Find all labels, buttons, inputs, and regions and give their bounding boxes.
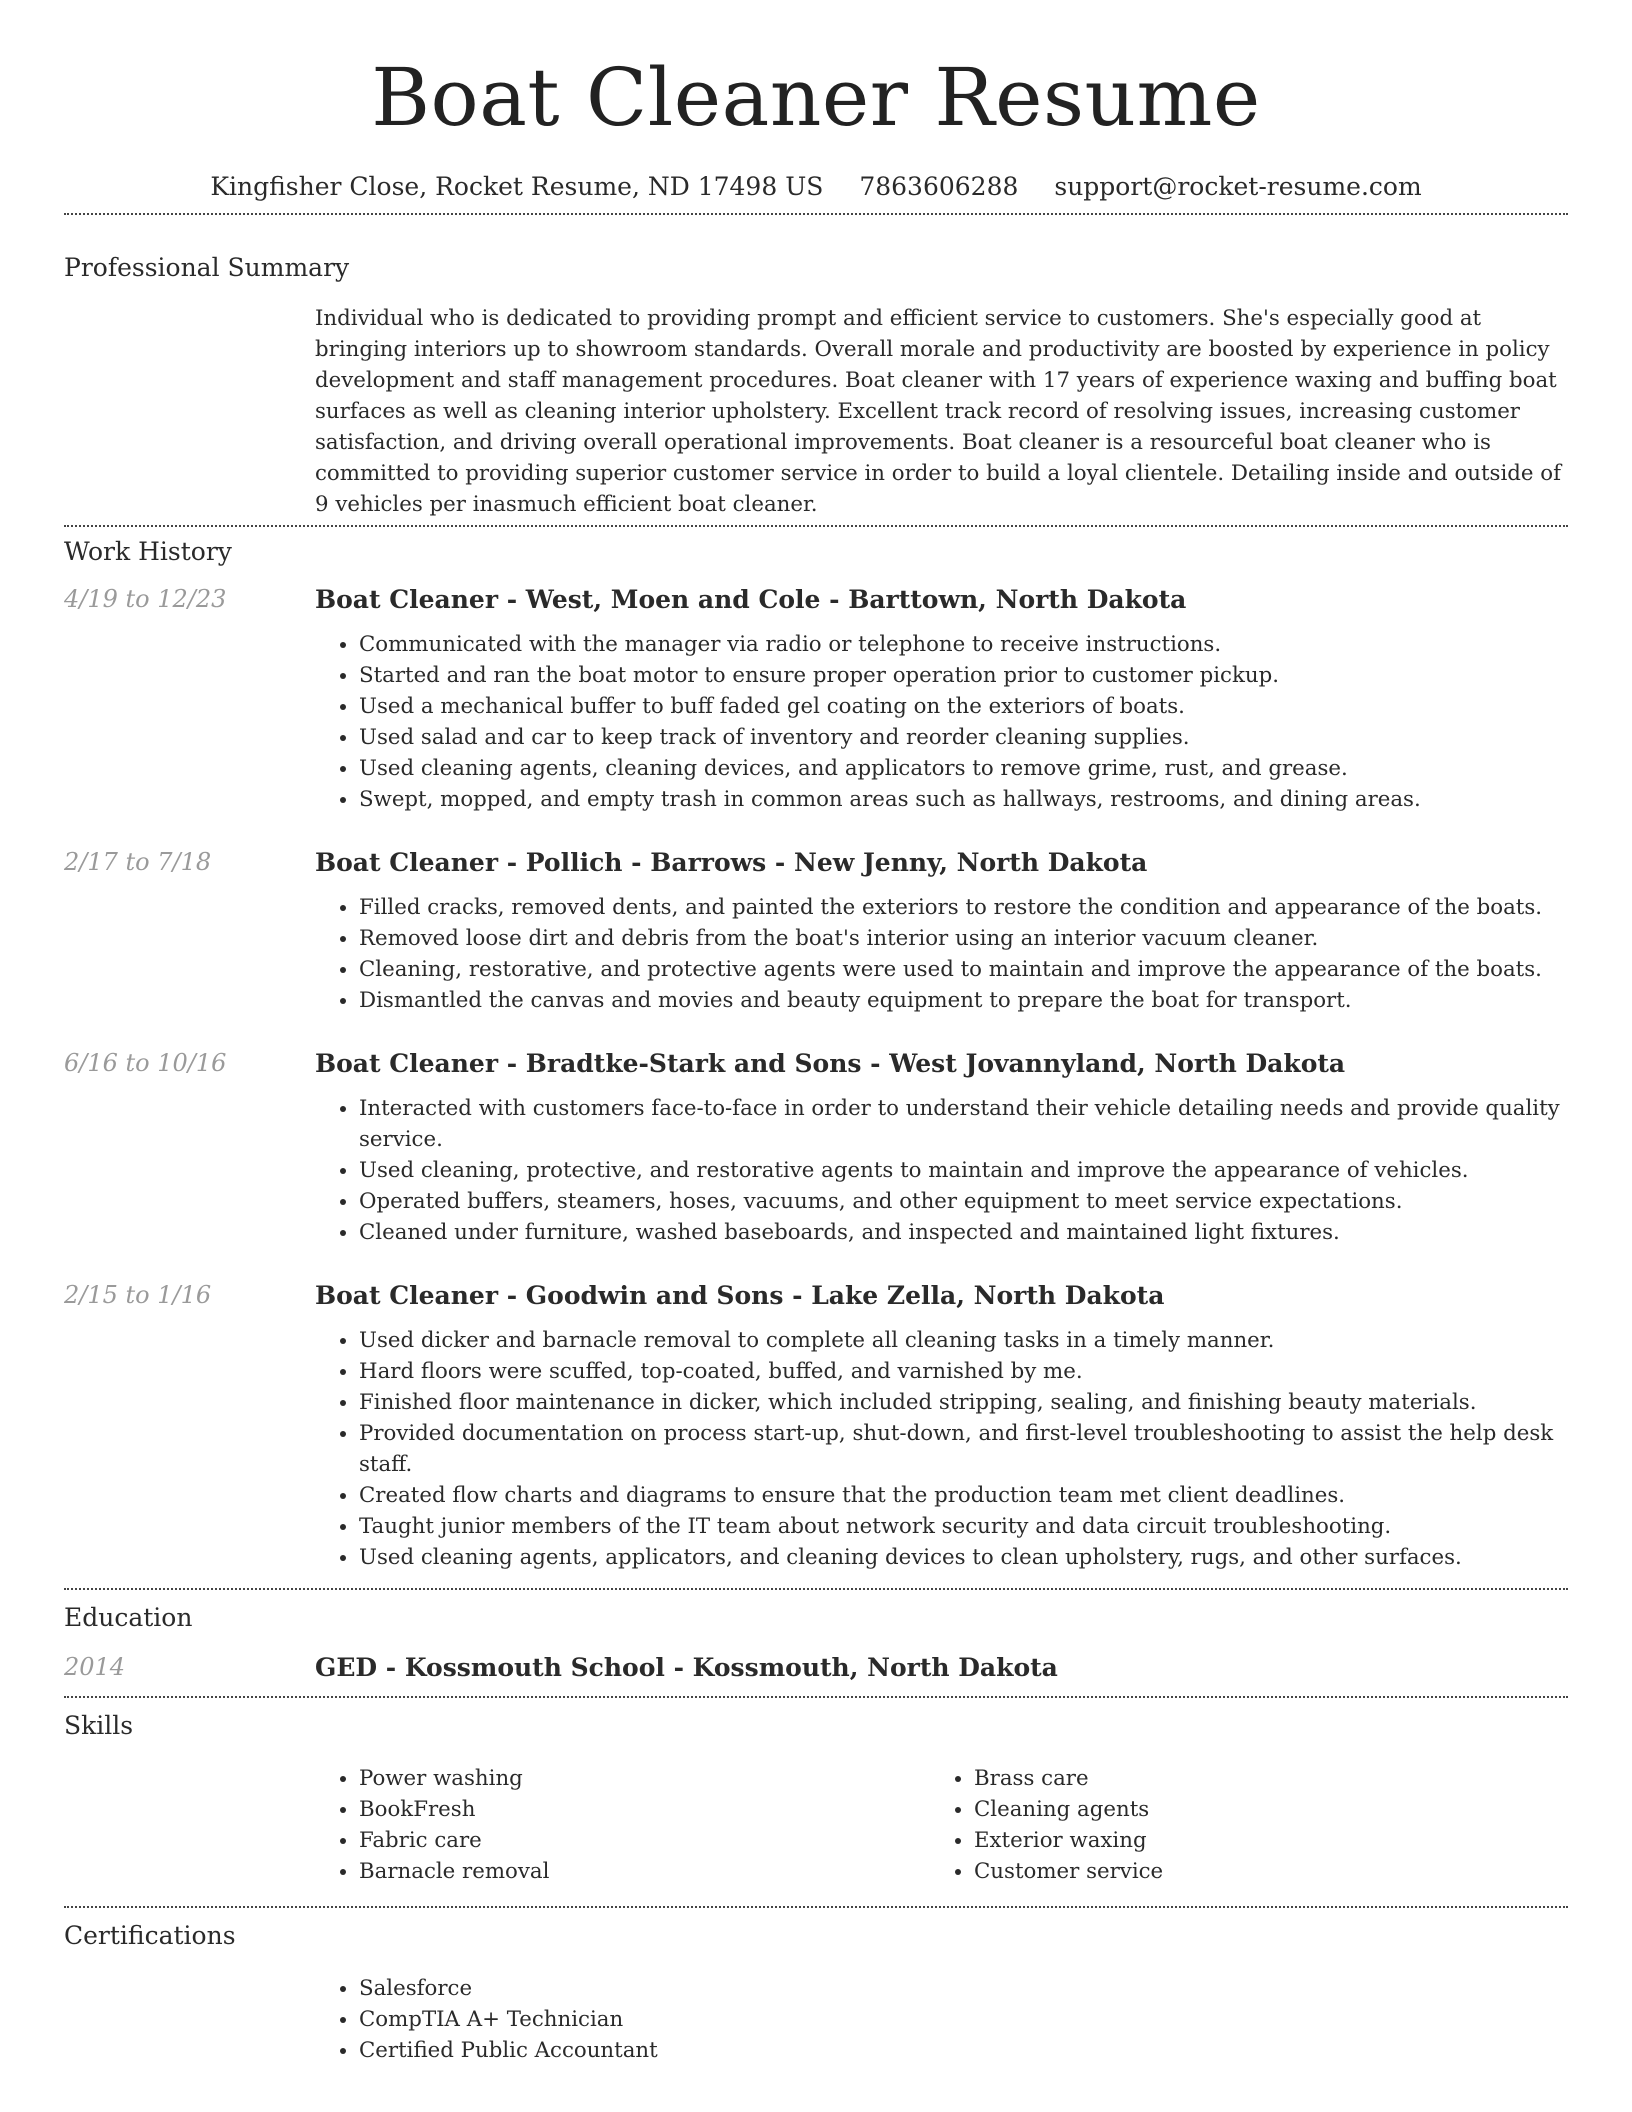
job-dates: 6/16 to 10/16 [64,1049,227,1077]
section-divider [64,525,1568,527]
list-item: • Dismantled the canvas and movies and beauty equipment to prepare the boat for transport. [359,985,1568,1016]
summary-text: Individual who is dedicated to providing prompt and efficient service to customers. She's especially good at bringing interiors up to showroom standards. Overall morale and productivity are boosted by experience in policy development and staff management procedures. Boat cleaner with 17 years of experience waxing and buffing boat surfaces as well as cleaning interior upholstery. Excellent track record of resolving issues, increasing customer satisfaction, and driving overall operational improvements. Boat cleaner is a resourceful boat cleaner who is committed to providing superior customer service in order to build a loyal clientele. Detailing inside and outside of 9 vehicles per inasmuch efficient boat cleaner. [315,306,1561,517]
list-item: • Used salad and car to keep track of inventory and reorder cleaning supplies. [359,722,1568,753]
certifications-section [64,1921,1568,2066]
education-section [64,1603,1568,1682]
list-item: • Cleaning agents [974,1794,1545,1825]
job-bullets [315,892,1568,1016]
job-bullets [315,629,1568,815]
job-dates: 4/19 to 12/23 [64,585,227,613]
list-item: • Removed loose dirt and debris from the boat's interior using an interior vacuum cleaner. [359,923,1568,954]
section-title-work: Work History [64,537,232,566]
skills-section [64,1711,1568,1887]
list-item: • Used cleaning agents, cleaning devices, and applicators to remove grime, rust, and grease. [359,753,1568,784]
list-item: • Started and ran the boat motor to ensure proper operation prior to customer pickup. [359,660,1568,691]
resume-title: Boat Cleaner Resume [371,51,1261,144]
contact-line [64,172,1568,208]
section-title-skills: Skills [64,1711,134,1740]
list-item: • Used dicker and barnacle removal to complete all cleaning tasks in a timely manner. [359,1325,1568,1356]
skills-list-col1 [315,1763,930,1887]
job-bullets [315,1325,1568,1573]
list-item: • Used a mechanical buffer to buff faded gel coating on the exteriors of boats. [359,691,1568,722]
section-title-certifications: Certifications [64,1921,236,1950]
contact-address: Kingfisher Close, Rocket Resume, ND 17498 US [210,172,824,201]
professional-summary-section [64,253,1568,520]
job-entry [64,585,1568,815]
certifications-list [315,1973,1568,2066]
job-entry [64,1281,1568,1573]
list-item: • Provided documentation on process start-up, shut-down, and first-level troubleshooting to assist the help desk staff. [359,1418,1568,1480]
contact-email: support@rocket-resume.com [1054,172,1422,201]
list-item: • Used cleaning, protective, and restorative agents to maintain and improve the appearance of vehicles. [359,1155,1568,1186]
list-item: • Operated buffers, steamers, hoses, vacuums, and other equipment to meet service expectations. [359,1186,1568,1217]
list-item: • Communicated with the manager via radio or telephone to receive instructions. [359,629,1568,660]
job-entry [64,848,1568,1016]
list-item: • Interacted with customers face-to-face in order to understand their vehicle detailing needs and provide quality service. [359,1093,1568,1155]
list-item: • Used cleaning agents, applicators, and cleaning devices to clean upholstery, rugs, and other surfaces. [359,1542,1568,1573]
section-divider [64,1588,1568,1590]
contact-phone: 7863606288 [859,172,1019,201]
section-title-education: Education [64,1603,193,1632]
resume-page [64,0,1568,2066]
job-title: Boat Cleaner - Goodwin and Sons - Lake Zella, North Dakota [315,1281,1165,1310]
job-dates: 2/17 to 7/18 [64,848,212,876]
section-divider [64,1696,1568,1698]
job-entry [64,1049,1568,1248]
section-divider [64,213,1568,215]
list-item: • Certified Public Accountant [359,2035,1568,2066]
list-item: • Created flow charts and diagrams to ensure that the production team met client deadlines. [359,1480,1568,1511]
list-item: • Swept, mopped, and empty trash in common areas such as hallways, restrooms, and dining areas. [359,784,1568,815]
job-dates: 2/15 to 1/16 [64,1281,212,1309]
section-title-summary: Professional Summary [64,253,350,282]
work-history-section [64,537,1568,1573]
list-item: • Filled cracks, removed dents, and painted the exteriors to restore the condition and appearance of the boats. [359,892,1568,923]
job-bullets [315,1093,1568,1248]
list-item: • Cleaned under furniture, washed baseboards, and inspected and maintained light fixtures. [359,1217,1568,1248]
list-item: • Taught junior members of the IT team about network security and data circuit troubleshooting. [359,1511,1568,1542]
list-item: • Exterior waxing [974,1825,1545,1856]
list-item: • CompTIA A+ Technician [359,2004,1568,2035]
job-title: Boat Cleaner - Pollich - Barrows - New Jenny, North Dakota [315,848,1148,877]
job-title: Boat Cleaner - West, Moen and Cole - Barttown, North Dakota [315,585,1187,614]
list-item: • Fabric care [359,1825,930,1856]
list-item: • Salesforce [359,1973,1568,2004]
list-item: • Finished floor maintenance in dicker, which included stripping, sealing, and finishing beauty materials. [359,1387,1568,1418]
section-divider [64,1906,1568,1908]
education-year: 2014 [64,1653,126,1681]
list-item: • Power washing [359,1763,930,1794]
job-title: Boat Cleaner - Bradtke-Stark and Sons - West Jovannyland, North Dakota [315,1049,1346,1078]
list-item: • Cleaning, restorative, and protective agents were used to maintain and improve the appearance of the boats. [359,954,1568,985]
list-item: • Customer service [974,1856,1545,1887]
list-item: • Barnacle removal [359,1856,930,1887]
education-degree: GED - Kossmouth School - Kossmouth, North Dakota [315,1653,1058,1682]
list-item: • Brass care [974,1763,1545,1794]
list-item: • BookFresh [359,1794,930,1825]
list-item: • Hard floors were scuffed, top-coated, buffed, and varnished by me. [359,1356,1568,1387]
skills-list-col2 [930,1763,1545,1887]
